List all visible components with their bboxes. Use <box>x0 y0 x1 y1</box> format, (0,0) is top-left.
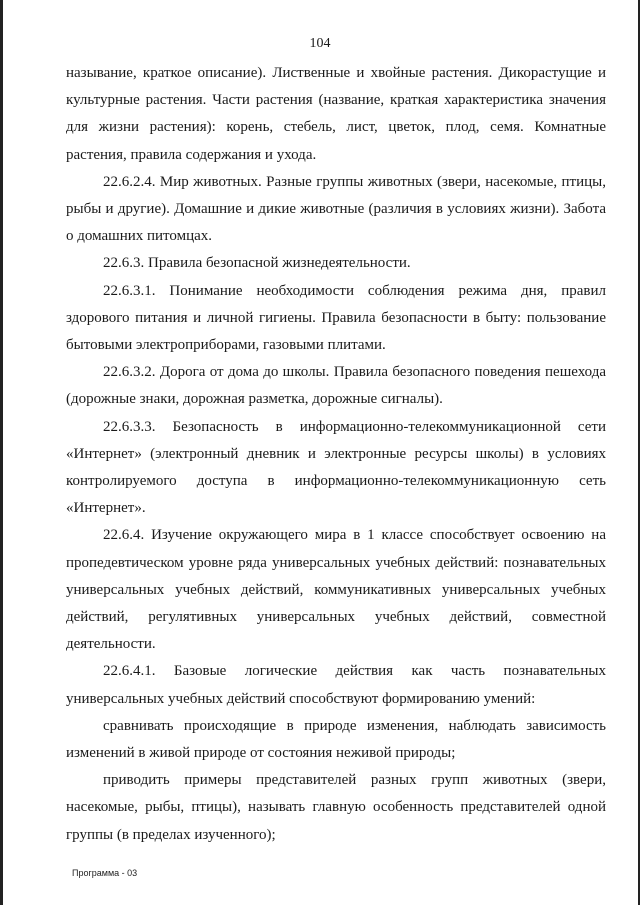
paragraph: 22.6.3. Правила безопасной жизнедеятельности. <box>103 255 411 272</box>
document-body <box>66 60 606 849</box>
paragraph: 22.6.3.3. Безопасность в информационно-телекоммуникационной сети «Интернет» (электронный дневник и электронные ресурсы школы) в условиях контролируемого доступа в информационно-телекоммуникационную сеть «Интернет». <box>66 418 606 517</box>
scan-edge-left <box>0 0 3 905</box>
paragraph: сравнивать происходящие в природе изменения, наблюдать зависимость изменений в живой природе от состояния неживой природы; <box>66 717 606 762</box>
paragraph: приводить примеры представителей разных групп животных (звери, насекомые, рыбы, птицы), называть главную особенность представителей одной группы (в пределах изученного); <box>66 772 606 843</box>
paragraph: называние, краткое описание). Лиственные и хвойные растения. Дикорастущие и культурные растения. Части растения (название, краткая характеристика значения для жизни растения): корень, стебель, лист, цветок, плод, семя. Комнатные растения, правила содержания и ухода. <box>66 65 606 163</box>
footer-program-label: Программа - 03 <box>72 868 138 878</box>
paragraph: 22.6.4.1. Базовые логические действия как часть познавательных универсальных учебных действий способствуют формированию умений: <box>66 663 606 707</box>
paragraph: 22.6.2.4. Мир животных. Разные группы животных (звери, насекомые, птицы, рыбы и другие). Домашние и дикие животные (различия в условиях жизни). Забота о домашних питомцах. <box>66 173 606 245</box>
page-number: 104 <box>309 36 331 51</box>
paragraph: 22.6.3.2. Дорога от дома до школы. Правила безопасного поведения пешехода (дорожные знаки, дорожная разметка, дорожные сигналы). <box>66 364 606 408</box>
paragraph: 22.6.3.1. Понимание необходимости соблюдения режима дня, правил здорового питания и личной гигиены. Правила безопасности в быту: пользование бытовыми электроприборами, газовыми плитами. <box>66 282 606 354</box>
paragraph: 22.6.4. Изучение окружающего мира в 1 классе способствует освоению на пропедевтическом уровне ряда универсальных учебных действий: познавательных универсальных учебных действий, коммуникативных универсальных учебных действий, регулятивных универсальных учебных действий, совместной деятельности. <box>66 527 606 653</box>
